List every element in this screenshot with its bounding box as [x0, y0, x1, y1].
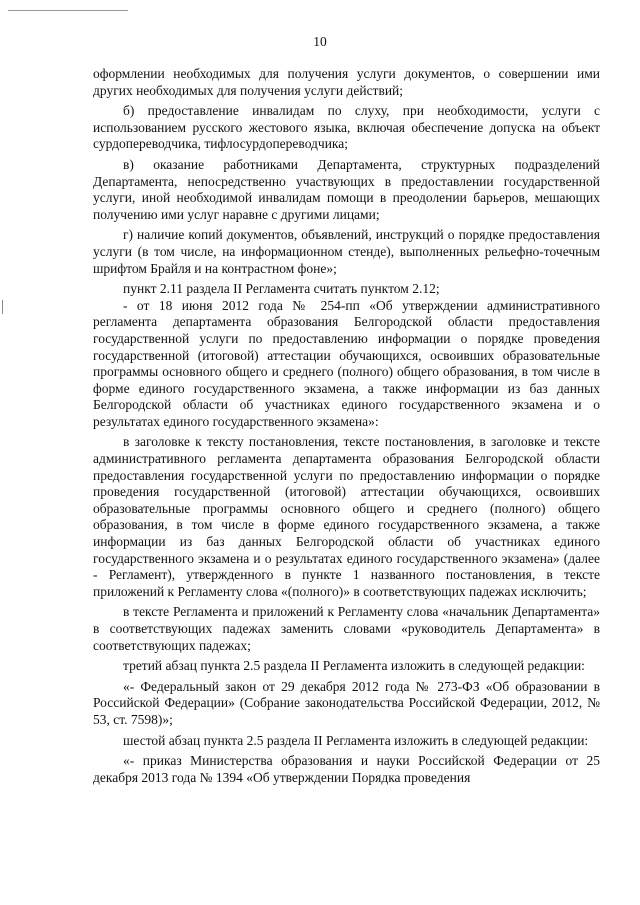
paragraph-5: пункт 2.11 раздела II Регламента считать пунктом 2.12;	[123, 281, 440, 297]
document-body	[93, 66, 600, 786]
paragraph-11: шестой абзац пункта 2.5 раздела II Регламента изложить в следующей редакции:	[123, 732, 589, 748]
paragraph-6: - от 18 июня 2012 года № 254-пп «Об утверждении административного регламента департамента образования Белгородской области предоставления государственной услуги по предоставлению информации о порядке проведения государственной (итоговой) аттестации обучающихся, освоивших образовательные программы основного общего и среднего (полного) общего образования, в том числе в форме единого государственного экзамена, а также информации из баз данных Белгородской области об участниках единого государственного экзамена и о результатах единого государственного экзамена»:	[93, 297, 600, 429]
paragraph-4: г) наличие копий документов, объявлений, инструкций о порядке предоставления услуги (в том числе, на информационном стенде), выполненных рельефно-точечным шрифтом Брайля и на контрастном фоне»;	[93, 227, 600, 276]
paragraph-8: в тексте Регламента и приложений к Регламенту слова «начальник Департамента» в соответствующих падежах заменить словами «руководитель Департамента» в соответствующих падежах;	[93, 604, 600, 653]
paragraph-9: третий абзац пункта 2.5 раздела II Регламента изложить в следующей редакции:	[123, 658, 585, 674]
paragraph-2: б) предоставление инвалидам по слуху, при необходимости, услуги с использованием русского жестового языка, включая обеспечение допуска на объект сурдопереводчика, тифлосурдопереводчика;	[93, 103, 600, 152]
paragraph-3: в) оказание работниками Департамента, структурных подразделений Департамента, непосредственно участвующих в предоставлении государственной услуги, иной необходимой инвалидам помощи в преодолении барьеров, мешающих получению ими услуг наравне с другими лицами;	[93, 156, 600, 222]
scan-artifact-left	[2, 300, 3, 314]
paragraph-12: «- приказ Министерства образования и науки Российской Федерации от 25 декабря 2013 года № 1394 «Об утверждении Порядка проведения	[93, 753, 600, 785]
paragraph-1: оформлении необходимых для получения услуги документов, о совершении ими других необходимых для получения услуги действий;	[93, 66, 600, 98]
page-number: 10	[313, 34, 327, 49]
scan-artifact-top	[8, 10, 128, 11]
paragraph-10: «- Федеральный закон от 29 декабря 2012 года № 273-ФЗ «Об образовании в Российской Федерации» (Собрание законодательства Российской Федерации, 2012, № 53, ст. 7598)»;	[93, 678, 600, 727]
paragraph-7: в заголовке к тексту постановления, тексте постановления, в заголовке и тексте административного регламента департамента образования Белгородской области предоставления государственной услуги по предоставлению информации о порядке проведения государственной (итоговой) аттестации обучающихся, освоивших образовательные программы основного общего и среднего (полного) общего образования, в том числе в форме единого государственного экзамена, а также информации из баз данных Белгородской области об участниках единого государственного экзамена и о результатах единого государственного экзамена» (далее - Регламент), утвержденного в пункте 1 названного постановления, в тексте приложений к Регламенту слова «(полного)» в соответствующих падежах исключить;	[93, 434, 600, 599]
